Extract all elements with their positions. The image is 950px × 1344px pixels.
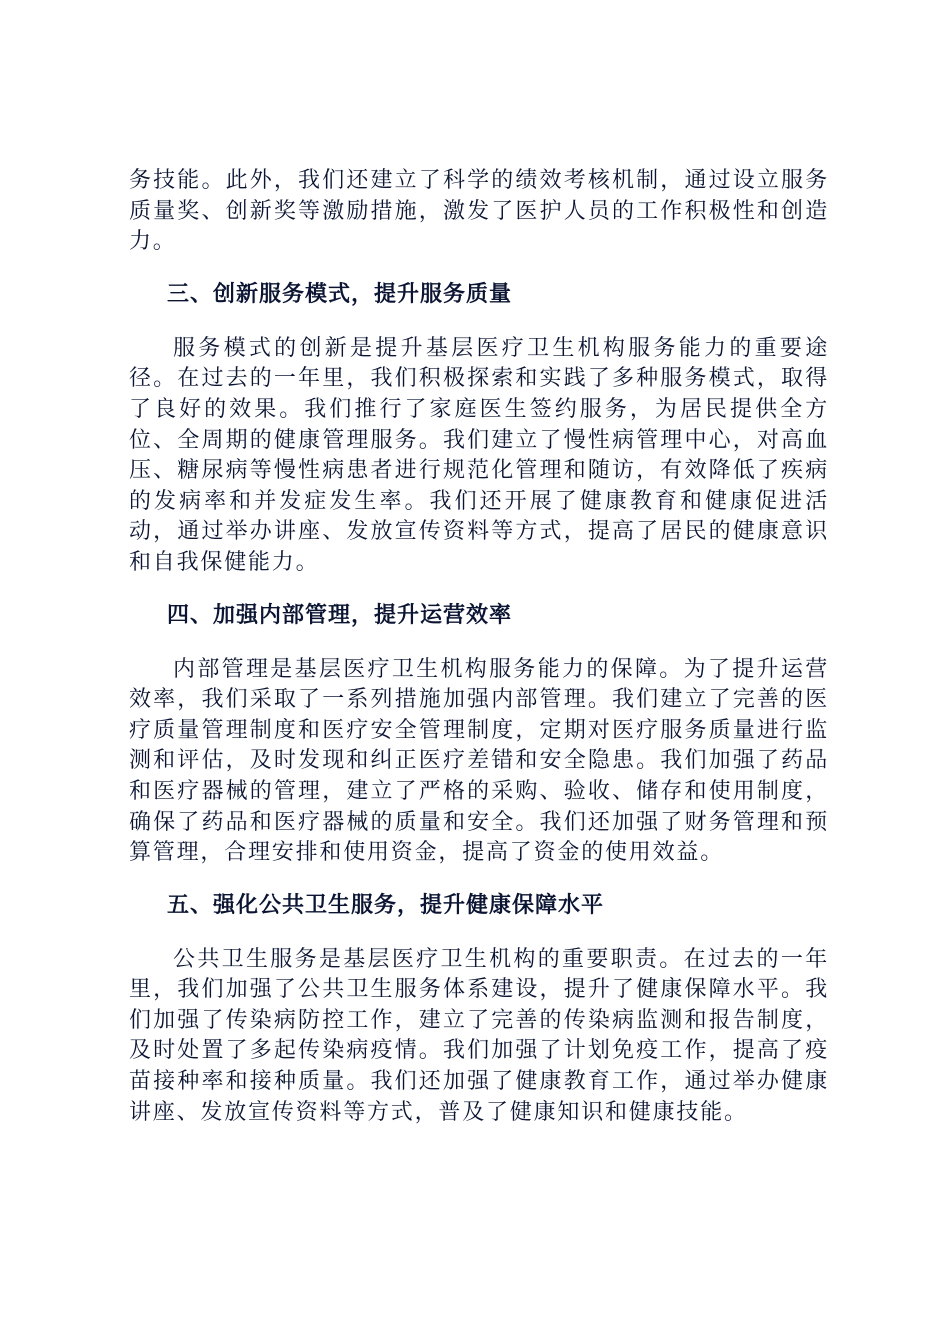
- document-page: [129, 166, 829, 1128]
- section-5-heading: 五、强化公共卫生服务，提升健康保障水平: [167, 892, 605, 918]
- section-3-paragraph: 服务模式的创新是提升基层医疗卫生机构服务能力的重要途径。在过去的一年里，我们积极探索和实践了多种服务模式，取得了良好的效果。我们推行了家庭医生签约服务，为居民提供全方位、全周期的健康管理服务。我们建立了慢性病管理中心，对高血压、糖尿病等慢性病患者进行规范化管理和随访，有效降低了疾病的发病率和并发症发生率。我们还开展了健康教育和健康促进活动，通过举办讲座、发放宣传资料等方式，提高了居民的健康意识和自我保健能力。: [129, 335, 829, 575]
- section-4-heading: 四、加强内部管理，提升运营效率: [167, 602, 513, 628]
- section-5-paragraph: 公共卫生服务是基层医疗卫生机构的重要职责。在过去的一年里，我们加强了公共卫生服务体系建设，提升了健康保障水平。我们加强了传染病防控工作，建立了完善的传染病监测和报告制度，及时处置了多起传染病疫情。我们加强了计划免疫工作，提高了疫苗接种率和接种质量。我们还加强了健康教育工作，通过举办健康讲座、发放宣传资料等方式，普及了健康知识和健康技能。: [129, 946, 829, 1125]
- intro-tail-paragraph: 务技能。此外，我们还建立了科学的绩效考核机制，通过设立服务质量奖、创新奖等激励措施，激发了医护人员的工作积极性和创造力。: [129, 168, 829, 255]
- section-4-paragraph: 内部管理是基层医疗卫生机构服务能力的保障。为了提升运营效率，我们采取了一系列措施加强内部管理。我们建立了完善的医疗质量管理制度和医疗安全管理制度，定期对医疗服务质量进行监测和评估，及时发现和纠正医疗差错和安全隐患。我们加强了药品和医疗器械的管理，建立了严格的采购、验收、储存和使用制度，确保了药品和医疗器械的质量和安全。我们还加强了财务管理和预算管理，合理安排和使用资金，提高了资金的使用效益。: [129, 656, 829, 866]
- section-3-heading: 三、创新服务模式，提升服务质量: [167, 281, 513, 307]
